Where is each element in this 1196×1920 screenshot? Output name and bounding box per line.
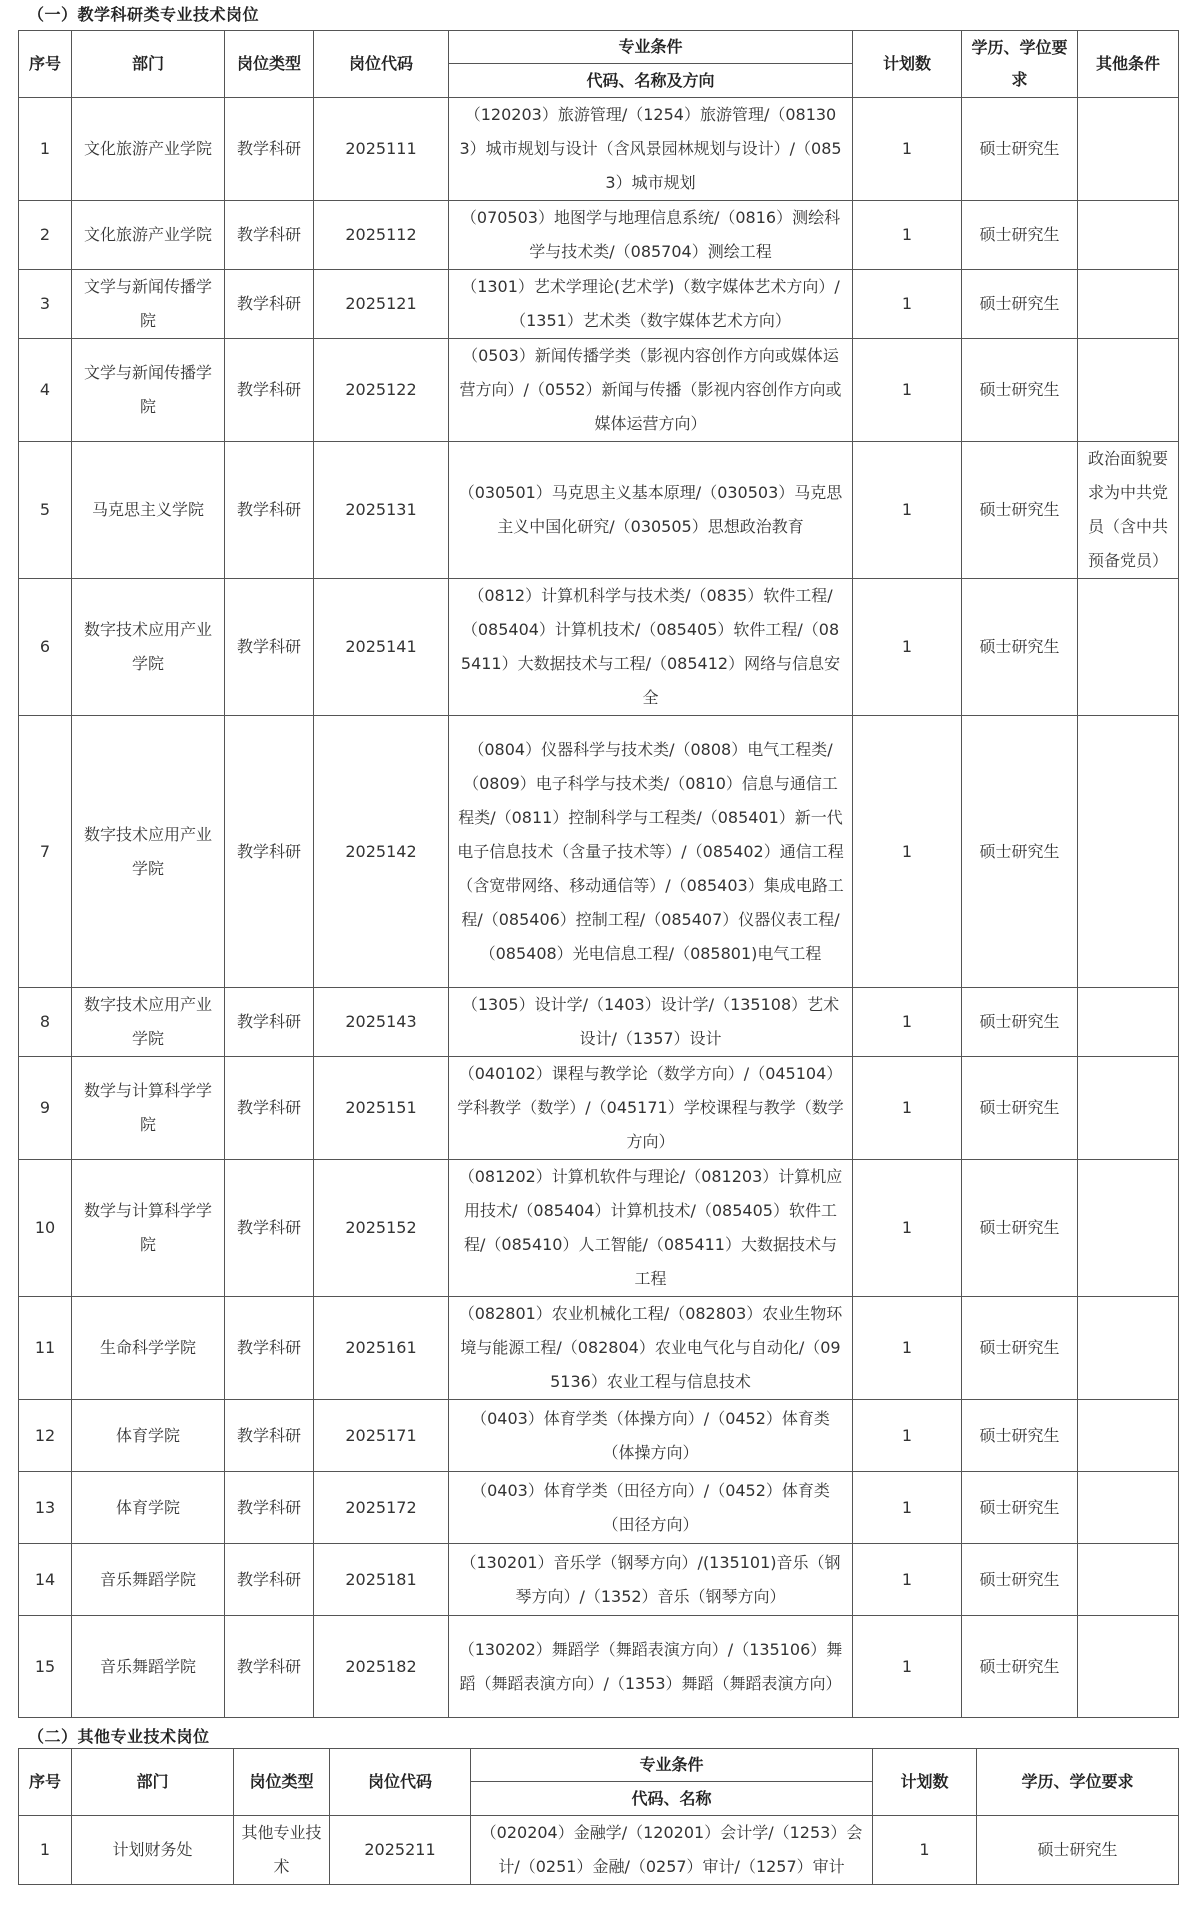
- cell-type: 教学科研: [225, 579, 314, 716]
- cell-other: [1078, 339, 1179, 442]
- cell-type: 教学科研: [225, 1544, 314, 1616]
- table-row: [19, 988, 1179, 1057]
- cell-other: [1078, 579, 1179, 716]
- cell-other: [1078, 716, 1179, 988]
- cell-edu: 硕士研究生: [962, 716, 1078, 988]
- cell-edu: 硕士研究生: [962, 98, 1078, 201]
- header-plan: 计划数: [873, 1749, 977, 1816]
- cell-plan: 1: [853, 1297, 962, 1400]
- cell-major: （1301）艺术学理论(艺术学)（数字媒体艺术方向）/（1351）艺术类（数字媒体艺术方向）: [449, 270, 853, 339]
- cell-plan: 1: [853, 442, 962, 579]
- header-seq: 序号: [19, 31, 72, 98]
- cell-dept: 文化旅游产业学院: [72, 98, 225, 201]
- cell-major: （040102）课程与教学论（数学方向）/（045104）学科教学（数学）/（045171）学校课程与教学（数学方向）: [449, 1057, 853, 1160]
- cell-edu: 硕士研究生: [962, 1472, 1078, 1544]
- cell-other: [1078, 1472, 1179, 1544]
- cell-seq: 12: [19, 1400, 72, 1472]
- cell-dept: 马克思主义学院: [72, 442, 225, 579]
- cell-type: 教学科研: [225, 1400, 314, 1472]
- cell-code: 2025211: [330, 1816, 471, 1885]
- cell-major: （1305）设计学/（1403）设计学/（135108）艺术设计/（1357）设计: [449, 988, 853, 1057]
- cell-edu: 硕士研究生: [962, 339, 1078, 442]
- cell-plan: 1: [853, 98, 962, 201]
- cell-major: （0403）体育学类（田径方向）/（0452）体育类（田径方向）: [449, 1472, 853, 1544]
- cell-edu: 硕士研究生: [962, 442, 1078, 579]
- cell-seq: 1: [19, 1816, 72, 1885]
- cell-dept: 数字技术应用产业学院: [72, 716, 225, 988]
- cell-dept: 数字技术应用产业学院: [72, 579, 225, 716]
- cell-major: （081202）计算机软件与理论/（081203）计算机应用技术/（085404）计算机技术/（085405）软件工程/（085410）人工智能/（085411）大数据技术与工程: [449, 1160, 853, 1297]
- table-2-body: [19, 1816, 1179, 1885]
- cell-code: 2025161: [314, 1297, 449, 1400]
- header-major-sub: 代码、名称: [471, 1782, 873, 1816]
- cell-other: [1078, 1544, 1179, 1616]
- cell-major: （0403）体育学类（体操方向）/（0452）体育类（体操方向）: [449, 1400, 853, 1472]
- cell-major: （130202）舞蹈学（舞蹈表演方向）/（135106）舞蹈（舞蹈表演方向）/（1353）舞蹈（舞蹈表演方向）: [449, 1616, 853, 1718]
- cell-dept: 文学与新闻传播学院: [72, 270, 225, 339]
- cell-seq: 3: [19, 270, 72, 339]
- cell-plan: 1: [853, 988, 962, 1057]
- cell-code: 2025171: [314, 1400, 449, 1472]
- header-code: 岗位代码: [314, 31, 449, 98]
- cell-major: （0503）新闻传播学类（影视内容创作方向或媒体运营方向）/（0552）新闻与传播（影视内容创作方向或媒体运营方向）: [449, 339, 853, 442]
- cell-plan: 1: [853, 716, 962, 988]
- cell-seq: 15: [19, 1616, 72, 1718]
- cell-seq: 10: [19, 1160, 72, 1297]
- cell-dept: 体育学院: [72, 1400, 225, 1472]
- cell-dept: 体育学院: [72, 1472, 225, 1544]
- cell-dept: 数字技术应用产业学院: [72, 988, 225, 1057]
- cell-plan: 1: [853, 270, 962, 339]
- header-seq: 序号: [19, 1749, 72, 1816]
- cell-type: 教学科研: [225, 270, 314, 339]
- cell-edu: 硕士研究生: [962, 579, 1078, 716]
- cell-type: 教学科研: [225, 716, 314, 988]
- cell-dept: 数学与计算科学学院: [72, 1160, 225, 1297]
- cell-other: [1078, 1616, 1179, 1718]
- cell-seq: 6: [19, 579, 72, 716]
- table-row: [19, 716, 1179, 988]
- table-1-body: [19, 98, 1179, 1718]
- cell-code: 2025141: [314, 579, 449, 716]
- cell-edu: 硕士研究生: [977, 1816, 1179, 1885]
- table-row: [19, 98, 1179, 201]
- cell-plan: 1: [853, 1160, 962, 1297]
- table-row: [19, 339, 1179, 442]
- header-plan: 计划数: [853, 31, 962, 98]
- cell-edu: 硕士研究生: [962, 1057, 1078, 1160]
- header-other: 其他条件: [1078, 31, 1179, 98]
- cell-other: [1078, 1057, 1179, 1160]
- header-major-group: 专业条件: [471, 1749, 873, 1782]
- cell-major: （130201）音乐学（钢琴方向）/(135101)音乐（钢琴方向）/（1352）音乐（钢琴方向）: [449, 1544, 853, 1616]
- table-row: [19, 270, 1179, 339]
- cell-major: （120203）旅游管理/（1254）旅游管理/（081303）城市规划与设计（含风景园林规划与设计）/（0853）城市规划: [449, 98, 853, 201]
- cell-dept: 生命科学学院: [72, 1297, 225, 1400]
- cell-code: 2025122: [314, 339, 449, 442]
- table-row: [19, 1297, 1179, 1400]
- cell-other: [1078, 988, 1179, 1057]
- cell-type: 教学科研: [225, 1297, 314, 1400]
- cell-plan: 1: [853, 579, 962, 716]
- cell-edu: 硕士研究生: [962, 988, 1078, 1057]
- cell-major: （070503）地图学与地理信息系统/（0816）测绘科学与技术类/（085704）测绘工程: [449, 201, 853, 270]
- cell-seq: 11: [19, 1297, 72, 1400]
- cell-seq: 1: [19, 98, 72, 201]
- cell-dept: 文化旅游产业学院: [72, 201, 225, 270]
- cell-major: （0804）仪器科学与技术类/（0808）电气工程类/（0809）电子科学与技术类/（0810）信息与通信工程类/（0811）控制科学与工程类/（085401）新一代电子信息技术（含量子技术等）/（085402）通信工程（含宽带网络、移动通信等）/（085403）集成电路工程/（085406）控制工程/（085407）仪器仪表工程/（085408）光电信息工程/（085801)电气工程: [449, 716, 853, 988]
- table-row: [19, 1544, 1179, 1616]
- cell-code: 2025111: [314, 98, 449, 201]
- header-dept: 部门: [72, 31, 225, 98]
- cell-seq: 8: [19, 988, 72, 1057]
- cell-type: 教学科研: [225, 442, 314, 579]
- cell-plan: 1: [853, 1544, 962, 1616]
- table-row: [19, 1816, 1179, 1885]
- header-edu: 学历、学位要求: [977, 1749, 1179, 1816]
- cell-code: 2025182: [314, 1616, 449, 1718]
- cell-major: （030501）马克思主义基本原理/（030503）马克思主义中国化研究/（030505）思想政治教育: [449, 442, 853, 579]
- cell-edu: 硕士研究生: [962, 1544, 1078, 1616]
- cell-edu: 硕士研究生: [962, 270, 1078, 339]
- cell-dept: 文学与新闻传播学院: [72, 339, 225, 442]
- cell-edu: 硕士研究生: [962, 201, 1078, 270]
- cell-type: 教学科研: [225, 988, 314, 1057]
- cell-seq: 7: [19, 716, 72, 988]
- cell-type: 教学科研: [225, 1472, 314, 1544]
- table-row: [19, 579, 1179, 716]
- cell-major: （0812）计算机科学与技术类/（0835）软件工程/（085404）计算机技术/（085405）软件工程/（085411）大数据技术与工程/（085412）网络与信息安全: [449, 579, 853, 716]
- cell-dept: 音乐舞蹈学院: [72, 1544, 225, 1616]
- cell-other: [1078, 201, 1179, 270]
- cell-code: 2025121: [314, 270, 449, 339]
- cell-type: 教学科研: [225, 98, 314, 201]
- cell-code: 2025181: [314, 1544, 449, 1616]
- cell-edu: 硕士研究生: [962, 1616, 1078, 1718]
- header-dept: 部门: [72, 1749, 234, 1816]
- cell-type: 教学科研: [225, 1160, 314, 1297]
- cell-type: 教学科研: [225, 339, 314, 442]
- cell-seq: 9: [19, 1057, 72, 1160]
- cell-major: （082801）农业机械化工程/（082803）农业生物环境与能源工程/（082804）农业电气化与自动化/（095136）农业工程与信息技术: [449, 1297, 853, 1400]
- cell-edu: 硕士研究生: [962, 1160, 1078, 1297]
- cell-plan: 1: [853, 201, 962, 270]
- header-code: 岗位代码: [330, 1749, 471, 1816]
- cell-type: 教学科研: [225, 201, 314, 270]
- cell-type: 教学科研: [225, 1057, 314, 1160]
- cell-seq: 14: [19, 1544, 72, 1616]
- cell-code: 2025151: [314, 1057, 449, 1160]
- cell-other: [1078, 1400, 1179, 1472]
- header-major-sub: 代码、名称及方向: [449, 64, 853, 98]
- cell-other: [1078, 1297, 1179, 1400]
- cell-other: [1078, 1160, 1179, 1297]
- cell-dept: 数学与计算科学学院: [72, 1057, 225, 1160]
- header-type: 岗位类型: [234, 1749, 330, 1816]
- other-positions-table: [18, 1748, 1179, 1885]
- cell-other: 政治面貌要求为中共党员（含中共预备党员）: [1078, 442, 1179, 579]
- header-edu: 学历、学位要求: [962, 31, 1078, 98]
- table-row: [19, 1057, 1179, 1160]
- cell-seq: 13: [19, 1472, 72, 1544]
- table-row: [19, 1160, 1179, 1297]
- cell-edu: 硕士研究生: [962, 1400, 1078, 1472]
- cell-plan: 1: [853, 1616, 962, 1718]
- cell-edu: 硕士研究生: [962, 1297, 1078, 1400]
- cell-code: 2025172: [314, 1472, 449, 1544]
- header-major-group: 专业条件: [449, 31, 853, 64]
- cell-code: 2025152: [314, 1160, 449, 1297]
- cell-plan: 1: [853, 1400, 962, 1472]
- cell-code: 2025131: [314, 442, 449, 579]
- cell-plan: 1: [853, 1057, 962, 1160]
- cell-seq: 5: [19, 442, 72, 579]
- cell-other: [1078, 98, 1179, 201]
- table-row: [19, 1400, 1179, 1472]
- cell-type: 教学科研: [225, 1616, 314, 1718]
- cell-type: 其他专业技术: [234, 1816, 330, 1885]
- cell-seq: 2: [19, 201, 72, 270]
- section-1-title: （一）教学科研类专业技术岗位: [28, 5, 260, 24]
- table-row: [19, 1472, 1179, 1544]
- header-type: 岗位类型: [225, 31, 314, 98]
- cell-seq: 4: [19, 339, 72, 442]
- cell-code: 2025142: [314, 716, 449, 988]
- cell-plan: 1: [853, 339, 962, 442]
- table-row: [19, 201, 1179, 270]
- cell-other: [1078, 270, 1179, 339]
- cell-code: 2025112: [314, 201, 449, 270]
- cell-major: （020204）金融学/（120201）会计学/（1253）会计/（0251）金融/（0257）审计/（1257）审计: [471, 1816, 873, 1885]
- section-2-title: （二）其他专业技术岗位: [28, 1727, 210, 1746]
- cell-dept: 计划财务处: [72, 1816, 234, 1885]
- cell-plan: 1: [853, 1472, 962, 1544]
- cell-plan: 1: [873, 1816, 977, 1885]
- cell-dept: 音乐舞蹈学院: [72, 1616, 225, 1718]
- table-row: [19, 1616, 1179, 1718]
- cell-code: 2025143: [314, 988, 449, 1057]
- table-row: [19, 442, 1179, 579]
- teaching-research-positions-table: [18, 30, 1179, 1718]
